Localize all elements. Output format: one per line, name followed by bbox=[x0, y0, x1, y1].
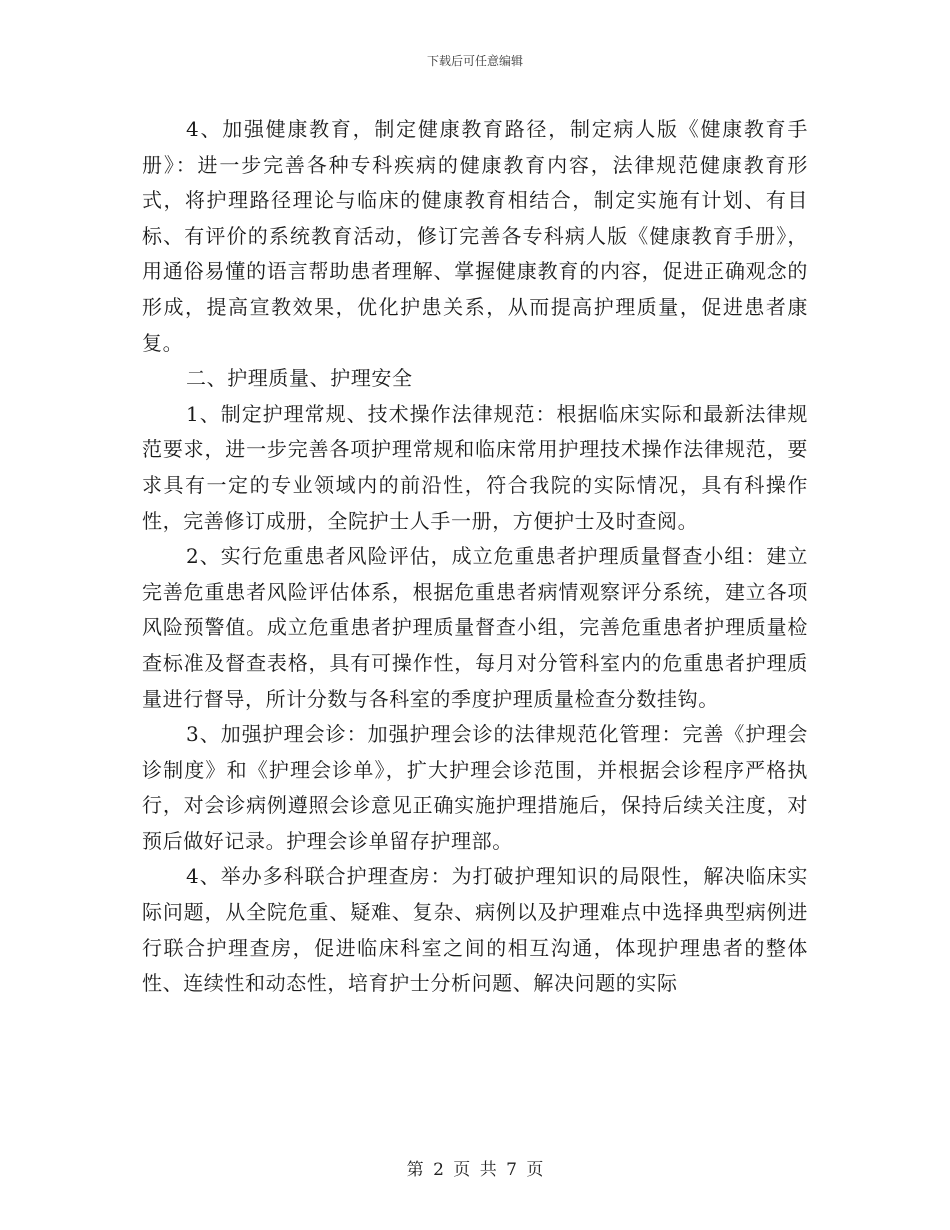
page-number-footer: 第 2 页 共 7 页 bbox=[406, 1160, 544, 1180]
paragraph-critical-patient-risk: 2、实行危重患者风险评估，成立危重患者护理质量督查小组：建立完善危重患者风险评估体系，根据危重患者病情观察评分系统，建立各项风险预警值。成立危重患者护理质量督查小组，完善危重患者护理质量检查标准及督查表格，具有可操作性，每月对分管科室内的危重患者护理质量进行督导，所计分数与各科室的季度护理质量检查分数挂钩。 bbox=[142, 544, 808, 711]
paragraph-multidisciplinary-rounds: 4、举办多科联合护理查房：为打破护理知识的局限性，解决临床实际问题，从全院危重、疑难、复杂、病例以及护理难点中选择典型病例进行联合护理查房，促进临床科室之间的相互沟通，体现护理患者的整体性、连续性和动态性，培育护士分析问题、解决问题的实际 bbox=[142, 864, 808, 996]
page-header: 下载后可任意编辑 bbox=[426, 54, 523, 68]
document-body bbox=[142, 112, 808, 1002]
paragraph-health-education: 4、加强健康教育，制定健康教育路径，制定病人版《健康教育手册》：进一步完善各种专科疾病的健康教育内容，法律规范健康教育形式，将护理路径理论与临床的健康教育相结合，制定实施有计划、有目标、有评价的系统教育活动，修订完善各专科病人版《健康教育手册》，用通俗易懂的语言帮助患者理解、掌握健康教育的内容，促进正确观念的形成，提高宣教效果，优化护患关系，从而提高护理质量，促进患者康复。 bbox=[142, 117, 808, 355]
paragraph-nursing-consultation: 3、加强护理会诊：加强护理会诊的法律规范化管理：完善《护理会诊制度》和《护理会诊单》，扩大护理会诊范围，并根据会诊程序严格执行，对会诊病例遵照会诊意见正确实施护理措施后，保持后续关注度，对预后做好记录。护理会诊单留存护理部。 bbox=[142, 722, 808, 853]
paragraph-nursing-standards: 1、制定护理常规、技术操作法律规范：根据临床实际和最新法律规范要求，进一步完善各项护理常规和临床常用护理技术操作法律规范，要求具有一定的专业领域内的前沿性，符合我院的实际情况，具有科操作性，完善修订成册，全院护士人手一册，方便护士及时查阅。 bbox=[142, 401, 808, 533]
section-heading-quality-safety: 二、护理质量、护理安全 bbox=[186, 366, 413, 391]
